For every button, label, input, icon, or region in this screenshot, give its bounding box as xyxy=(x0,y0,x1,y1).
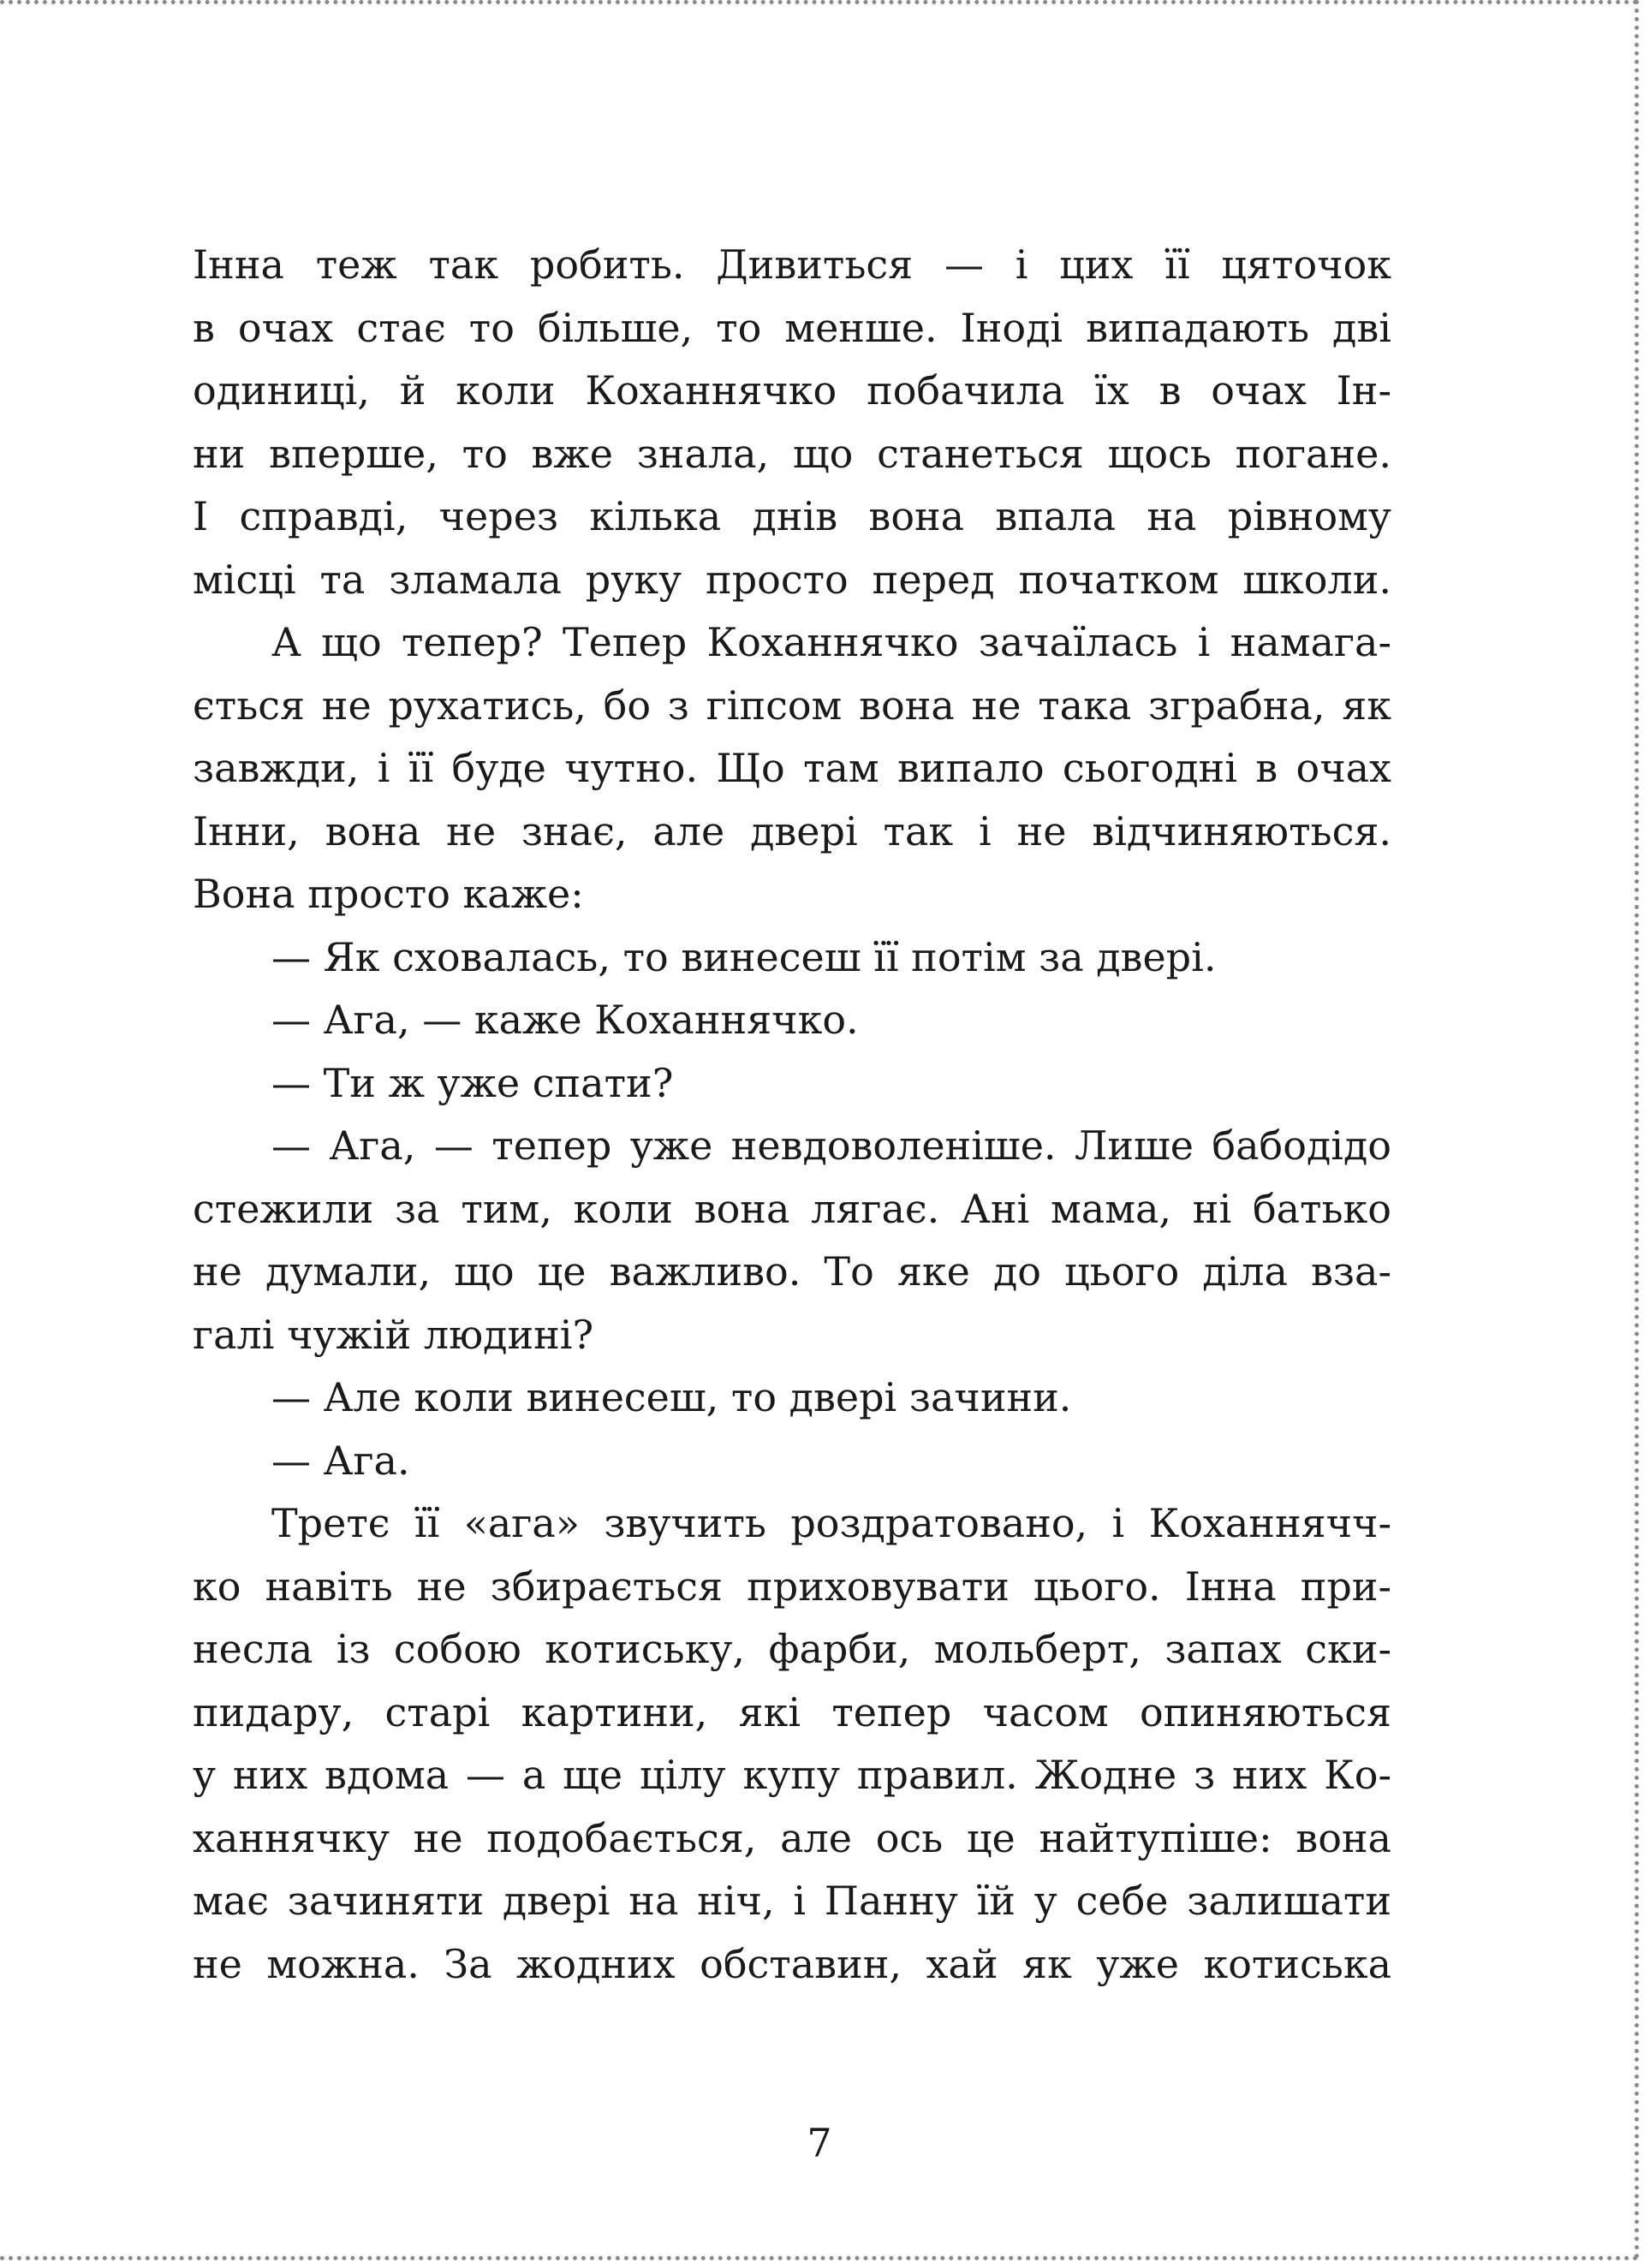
text-line: — Але коли винесеш, то двері зачини. xyxy=(271,1374,1072,1420)
text-line: у них вдома — а ще цілу купу правил. Жодне з них Ко- xyxy=(193,1752,1391,1798)
text-line: стежили за тим, коли вона лягає. Ані мама, ні батько xyxy=(193,1185,1391,1232)
text-line: І справді, через кілька днів вона впала на рівному xyxy=(193,493,1391,539)
text-line: одиниці, й коли Коханнячко побачила їх в очах Ін- xyxy=(193,367,1391,414)
text-line: не думали, що це важливо. То яке до цього діла вза- xyxy=(193,1248,1391,1295)
text-line: ко навіть не збирається приховувати цього. Інна при- xyxy=(193,1563,1391,1610)
text-line: ється не рухатись, бо з гіпсом вона не така зграбна, як xyxy=(193,682,1391,729)
text-line: — Як сховалась, то винесеш її потім за двері. xyxy=(271,933,1217,980)
text-line: Вона просто каже: xyxy=(193,871,584,917)
text-line: ни вперше, то вже знала, що станеться щось погане. xyxy=(193,430,1391,477)
text-line: — Ага, — тепер уже невдоволеніше. Лише бабодідо xyxy=(271,1122,1391,1169)
page-number: 7 xyxy=(807,2120,832,2166)
text-line: — Ага, — каже Коханнячко. xyxy=(271,997,859,1043)
text-line: має зачиняти двері на ніч, і Панну їй у себе залишати xyxy=(193,1878,1391,1924)
text-line: А що тепер? Тепер Коханнячко зачаїлась і намага- xyxy=(271,619,1391,665)
text-line: — Ага. xyxy=(271,1437,410,1484)
text-line: Третє її «ага» звучить роздратовано, і Коханнячч- xyxy=(271,1500,1391,1546)
text-line: завжди, і її буде чутно. Що там випало сьогодні в очах xyxy=(193,745,1391,791)
text-line: ханнячку не подобається, але ось це найтупіше: вона xyxy=(193,1814,1391,1861)
text-line: — Ти ж уже спати? xyxy=(271,1059,674,1106)
body-text xyxy=(193,234,1391,1996)
text-line: пидару, старі картини, які тепер часом опиняються xyxy=(193,1688,1391,1735)
text-line: в очах стає то більше, то менше. Іноді випадають дві xyxy=(193,304,1391,351)
text-line: Інна теж так робить. Дивиться — і цих її цяточок xyxy=(193,241,1391,288)
text-line: місці та зламала руку просто перед початком школи. xyxy=(193,556,1391,603)
text-line: Інни, вона не знає, але двері так і не відчиняються. xyxy=(193,807,1391,854)
text-line: галі чужій людині? xyxy=(193,1311,594,1358)
text-line: несла із собою котиську, фарби, мольберт, запах ски- xyxy=(193,1626,1391,1672)
text-line: не можна. За жодних обставин, хай як уже котиська xyxy=(193,1940,1391,1987)
